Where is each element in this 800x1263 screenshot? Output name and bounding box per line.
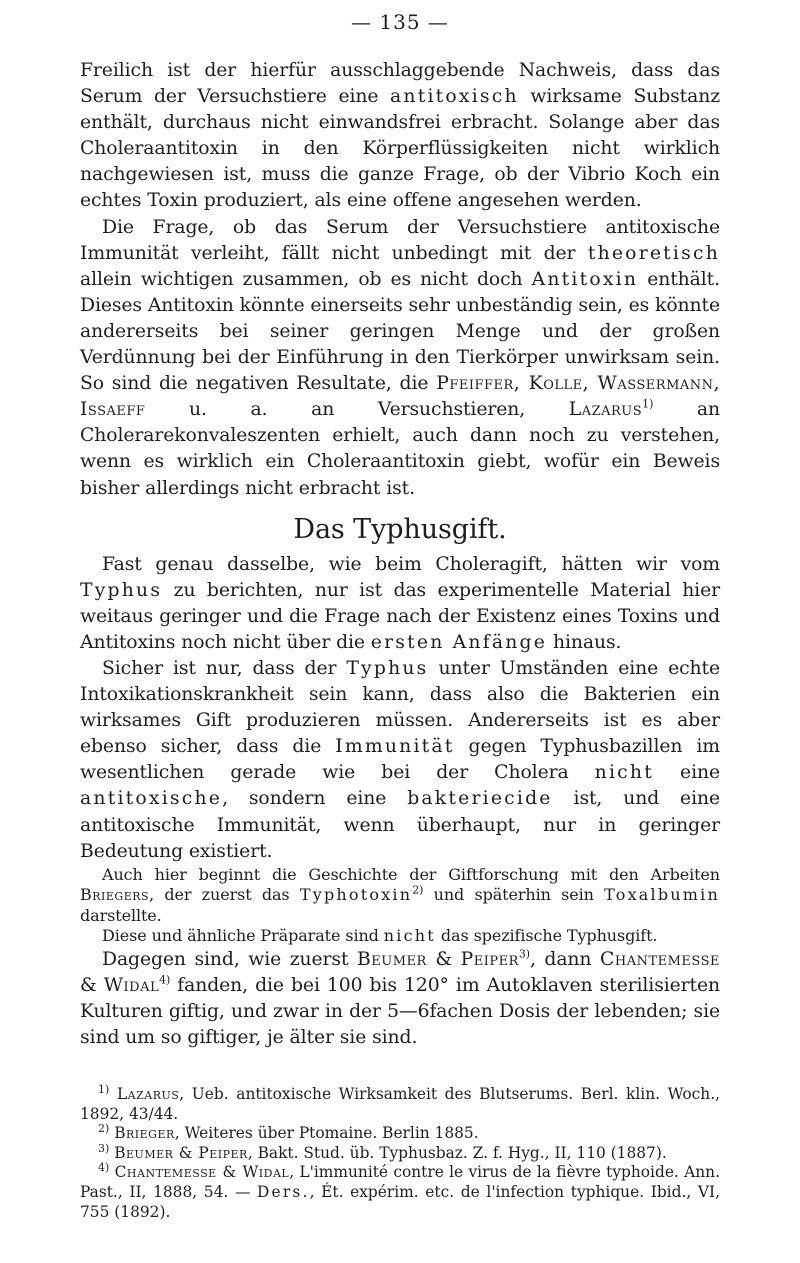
emphasis-antitoxin: Antitoxin <box>531 268 639 290</box>
footnote-ref-4: 4) <box>159 973 171 987</box>
emphasis-antitoxisch: antitoxisch <box>390 86 519 108</box>
author-lazarus: Lazarus <box>568 399 643 421</box>
emphasis-nicht: nicht <box>594 762 654 784</box>
small-print-preparations: Diese und ähnliche Präparate sind nicht das spezifische Typhusgift. <box>102 926 658 946</box>
emphasis-typhus-2: Typhus <box>346 657 429 679</box>
page-number: — 135 — <box>351 10 449 34</box>
footnotes <box>80 1082 720 1222</box>
section-heading: Das Typhusgift. <box>293 513 507 545</box>
emphasis-typhotoxin: Typhotoxin <box>299 885 413 905</box>
footnote-1: $^{1)}$ Lazarus, Ueb. antitoxische Wirksamkeit des Blutserums. Berl. klin. Woch., 1892, 43/44. <box>80 1082 720 1123</box>
author-beumer: Beumer <box>356 948 427 970</box>
emphasis-antitoxische: antitoxische <box>80 788 223 810</box>
emphasis-typhus: Typhus <box>80 579 163 601</box>
paragraph-serum-evidence: Freilich ist der hierfür ausschlaggebende Nachweis, dass das Serum der Versuchstiere eine antitoxisch wirksame Substanz enthält, durchaus nicht einwandsfrei erbracht. Solange aber das Choleraantitoxin in den Körperflüssigkeiten nicht wirklich nachgewiesen ist, muss die ganze Frage, ob der Vibrio Koch ein echtes Toxin produziert, als eine offene angesehen werden. <box>80 60 720 212</box>
footnote-2: $^{2)}$ Brieger, Weiteres über Ptomaine. Berlin 1885. <box>98 1122 479 1143</box>
footnote-3: $^{3)}$ Beumer & Peiper, Bakt. Stud. üb. Typhusbaz. Z. f. Hyg., II, 110 (1887). <box>98 1141 667 1162</box>
small-print-brieger: Auch hier beginnt die Geschichte der Giftforschung mit den Arbeiten Briegers, der zuerst das Typhotoxin$^{2)}$ und späterhin sein Toxalbumin darstellte. <box>80 864 720 925</box>
author-chantemesse: Chantemesse <box>599 948 720 970</box>
emphasis-bakteriecide: bakteriecide <box>407 788 553 810</box>
author-names: Pfeiffer, Kolle, Wassermann, Issaeff <box>80 373 720 421</box>
emphasis-theoretisch: theoretisch <box>587 242 720 264</box>
footnote-ref-1: 1) <box>642 397 654 411</box>
footnote-ref-2: 2) <box>412 883 424 897</box>
paragraph-typhus-intro: Fast genau dasselbe, wie beim Choleragift, hätten wir vom Typhus zu berichten, nur ist das experimentelle Material hier weitaus geringer und die Frage nach der Existenz eines Toxins und Antitoxins noch nicht über die ersten Anfänge hinaus. <box>80 553 720 653</box>
author-widal: Widal <box>103 974 160 996</box>
paragraph-antitoxic-immunity: Die Frage, ob das Serum der Versuchstiere antitoxische Immunität verleiht, fällt nicht unbedingt mit der theoretisch allein wichtigen zusammen, ob es nicht doch Antitoxin enthält. Dieses Antitoxin könnte einerseits sehr unbeständig sein, es könnte andererseits bei seiner geringen Menge und der großen Verdünnung bei der Einführung in den Tierkörper unwirksam sein. So sind die negativen Resultate, die Pfeiffer, Kolle, Wassermann, Issaeff u. a. an Versuchstieren, Lazarus$^{1)}$ an Cholerarekonvaleszenten erhielt, auch dann noch zu verstehen, wenn es wirklich ein Choleraantitoxin giebt, wofür ein Beweis bisher allerdings nicht erbracht ist. <box>80 216 720 499</box>
paragraph-typhus-immunity: Sicher ist nur, dass der Typhus unter Umständen eine echte Intoxikationskrankheit sein kann, dass also die Bakterien ein wirksames Gift produzieren müssen. Andererseits ist es aber ebenso sicher, dass die Immunität gegen Typhusbazillen im wesentlichen gerade wie bei der Cholera nicht eine antitoxische, sondern eine bakteriecide ist, und eine antitoxische Immunität, wenn überhaupt, nur in geringer Bedeutung existiert. <box>80 657 720 862</box>
author-peiper: Peiper <box>460 948 519 970</box>
paragraph-cultures-toxic: Dagegen sind, wie zuerst Beumer & Peiper$^{3)}$, dann Chantemesse & Widal$^{4)}$ fanden, die bei 100 bis 120° im Autoklaven sterilisierten Kulturen giftig, und zwar in der 5—6fachen Dosis der lebenden; sie sind um so giftiger, je älter sie sind. <box>80 947 720 1048</box>
footnote-ref-3: 3) <box>518 947 530 961</box>
author-briegers: Briegers <box>80 885 150 905</box>
emphasis-ersten-anfaenge: ersten Anfänge <box>370 631 548 653</box>
emphasis-toxalbumin: Toxalbumin <box>604 885 720 905</box>
footnote-4: $^{4)}$ Chantemesse & Widal, L'immunité contre le virus de la fièvre typhoide. Ann. Past., II, 1888, 54. — Ders., Ét. expérim. etc. de l'infection typhique. Ibid., VI, 755 (1892). <box>80 1161 720 1221</box>
body-text <box>80 58 720 1051</box>
emphasis-immunitaet: Immunität <box>335 736 455 758</box>
emphasis-nicht-2: nicht <box>383 926 436 946</box>
